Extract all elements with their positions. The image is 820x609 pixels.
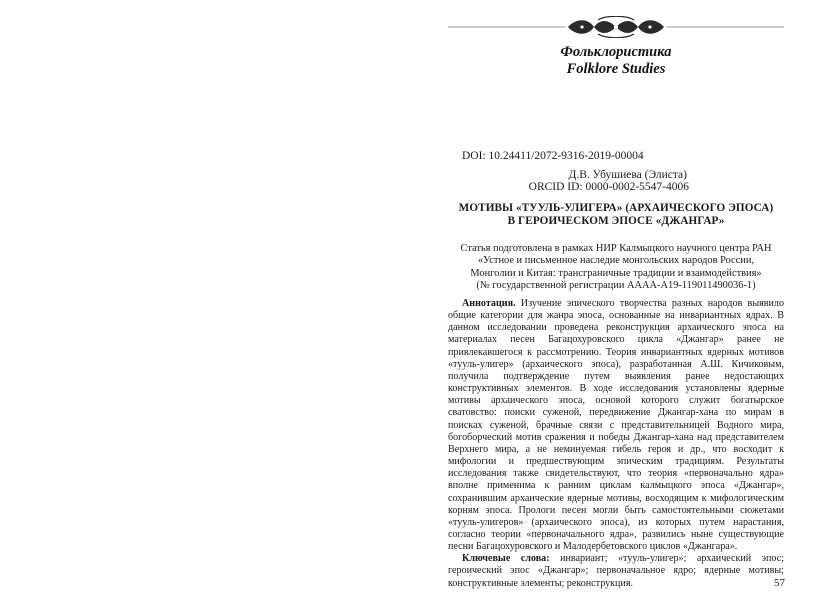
funding-line: Монголии и Китая: трансграничные традиции и взаимодействия»	[470, 267, 762, 279]
author: Д.В. Убушиева (Элиста)	[568, 169, 687, 181]
funding-line: (№ государственной регистрации АААА-А19-119011490036-1)	[476, 280, 756, 292]
title-line: В ГЕРОИЧЕСКОМ ЭПОСЕ «ДЖАНГАР»	[507, 214, 725, 227]
header-ornament	[448, 16, 784, 38]
keywords-label: Ключевые слова:	[462, 553, 550, 565]
section-title-ru: Фольклористика	[560, 44, 672, 60]
title-line: МОТИВЫ «ТУУЛЬ-УЛИГЕРА» (АРХАИЧЕСКОГО ЭПОСА)	[458, 202, 774, 214]
abstract-text: Изучение эпического творчества разных народов выявило общие категории для жанра эпоса, основанные на инвариантных ядрах. В данном исследовании проведена реконструкция архаического эпоса на материалах песен Багацохуровского цикла «Джангар» ранее не привлекавшегося к рассмотрению. Теория инвариантных ядерных мотивов «тууль-улигер» (архаического эпоса), разработанная А.Ш. Кичиковым, получила подтверждение путем выявления ранее недостающих конструктивных элементов. В ходе исследования установлены ядерные мотивы архаического эпоса, основой которого служит богатырское сватовство: поиски суженой, передвижение Джангар-хана по мирам в поисках суженой, брачные связи с представительницей Водного мира, богоборческий мотив сражения и победы Джангар-хана над представителем Верхнего мира, а не неминуемая гибель героя и др., что восходит к мифологии и предшествующим эпическим традициям. Результаты исследования также свидетельствуют, что теория «первоначально ядра» вполне применима к ранним циклам калмыцкого эпоса «Джангар», сохранившим архаические ядерные мотивы, восходящим к мифологическим корням эпоса. Прологи песен могли быть самостоятельными сюжетами «тууль-улигеров» (архаического эпоса), из которых путем нарастания, согласно теории «первоначального ядра», развились ныне существующие песни Багацохуровского и Малодербетовского циклов «Джангара».	[448, 298, 784, 553]
funding-line: Статья подготовлена в рамках НИР Калмыцкого научного центра РАН	[460, 243, 772, 254]
ornament-divider-icon	[448, 16, 784, 38]
page-number: 57	[774, 577, 785, 589]
abstract-paragraph	[448, 298, 784, 553]
funding-line: «Устное и письменное наследие монгольских народов России,	[477, 255, 754, 267]
keywords-text: инвариант; «тууль-улигер»; архаический эпос; героический эпос «Джангар»; первоначальное ядро; ядерные мотивы; конструктивные элементы; реконструкция.	[448, 553, 784, 589]
funding-note	[448, 243, 784, 293]
keywords-paragraph	[448, 553, 784, 589]
section-title-en: Folklore Studies	[566, 61, 666, 77]
abstract	[448, 298, 784, 590]
doi: DOI: 10.24411/2072-9316-2019-00004	[462, 150, 644, 162]
abstract-label: Аннотация.	[462, 298, 516, 309]
article-title	[448, 202, 784, 227]
orcid: ORCID ID: 0000-0002-5547-4006	[528, 181, 689, 193]
